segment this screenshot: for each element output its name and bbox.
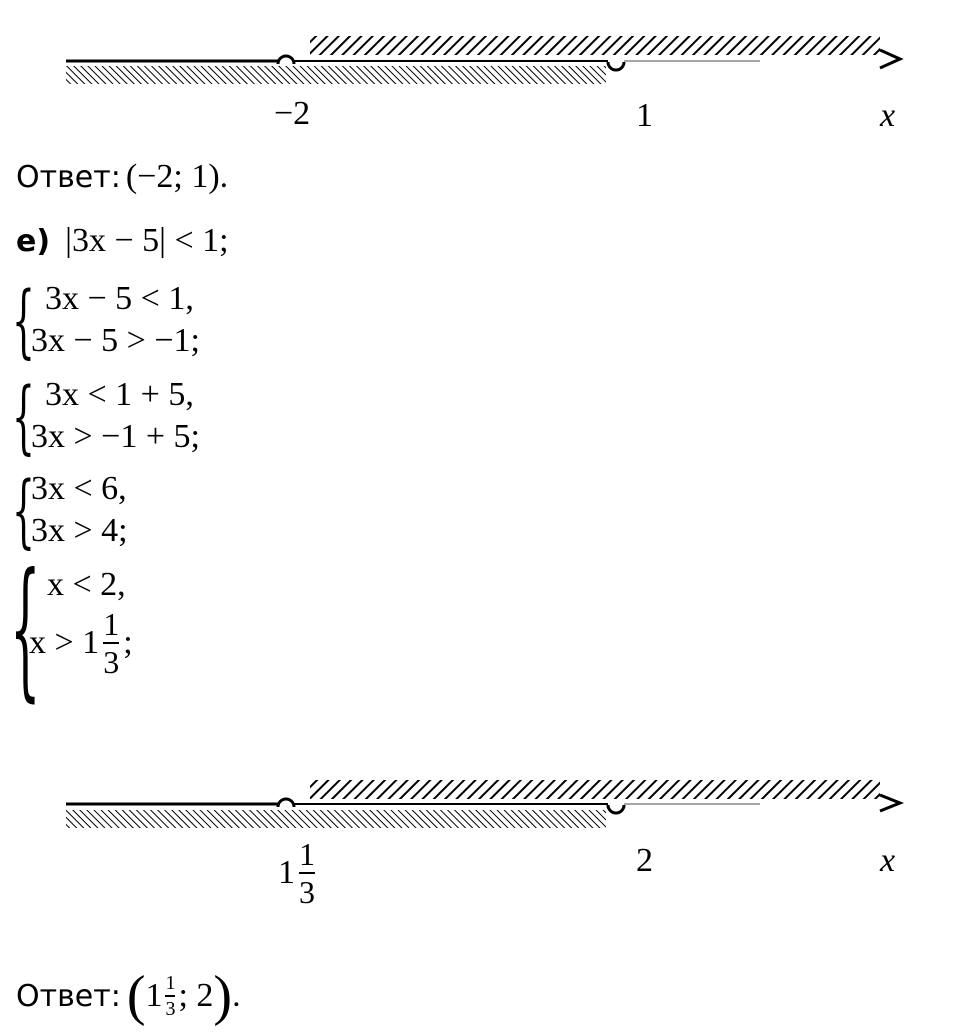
tick-whole: 1 <box>278 854 295 891</box>
brace-icon: { <box>12 274 35 367</box>
part-inequality: |3x − 5| < 1; <box>65 222 229 259</box>
open-point-right <box>608 805 624 813</box>
fraction-numerator: 1 <box>165 972 176 995</box>
fraction <box>165 973 175 1019</box>
fraction-numerator: 1 <box>103 606 120 642</box>
brace-icon: { <box>12 370 35 463</box>
brace-icon: { <box>12 464 35 557</box>
system-2 <box>12 370 312 463</box>
answer-whole: 1 <box>145 977 163 1014</box>
system-line: x < 2, <box>47 566 126 603</box>
solution-band-upper <box>310 36 880 55</box>
fraction-numerator: 1 <box>299 836 315 872</box>
axis-arrow-icon <box>880 795 900 811</box>
solution-band-lower <box>66 66 606 84</box>
fraction <box>299 838 315 908</box>
fraction-denominator: 3 <box>299 874 315 910</box>
answer-end: . <box>232 977 241 1014</box>
open-point-left <box>278 799 294 807</box>
answer-label: Ответ: <box>16 978 121 1014</box>
system-4 <box>10 542 312 716</box>
paren-close: ) <box>213 965 233 1027</box>
answer-rest: ; 2 <box>178 977 214 1014</box>
answer-label: Ответ: <box>16 160 121 195</box>
system-line-suffix: ; <box>123 624 133 661</box>
axis-variable: x <box>880 842 896 879</box>
paren-open: ( <box>126 965 146 1027</box>
fraction-denominator: 3 <box>103 644 120 680</box>
answer-value: (−2; 1). <box>125 158 229 195</box>
system-line: 3x < 1 + 5, <box>45 376 194 413</box>
system-3 <box>12 464 312 557</box>
system-line: 3x − 5 > −1; <box>31 322 200 359</box>
axis-variable: x <box>880 97 896 134</box>
system-line <box>29 608 133 678</box>
open-point-left <box>278 56 294 64</box>
answer-1 <box>16 158 228 196</box>
number-line-1 <box>0 0 960 140</box>
tick-label-left: −2 <box>274 95 311 132</box>
fraction-denominator: 3 <box>165 997 176 1020</box>
fraction <box>103 608 119 678</box>
open-point-right <box>608 62 624 70</box>
system-line-prefix: x > 1 <box>29 624 100 661</box>
brace-icon: { <box>10 542 41 716</box>
tick-label-right: 1 <box>636 97 653 134</box>
system-line: 3x > −1 + 5; <box>31 418 200 455</box>
system-line: 3x < 6, <box>31 470 127 507</box>
tick-label-right: 2 <box>636 842 653 879</box>
number-line-2 <box>0 745 960 845</box>
system-1 <box>12 274 312 367</box>
axis-arrow-icon <box>880 50 900 68</box>
part-label: е) <box>16 224 51 259</box>
tick-label-left <box>278 838 315 908</box>
solution-band-upper <box>310 780 880 799</box>
system-line: 3x − 5 < 1, <box>45 280 194 317</box>
part-e <box>16 222 229 260</box>
solution-band-lower <box>66 810 606 828</box>
system-line: 3x > 4; <box>31 512 128 549</box>
answer-2 <box>16 966 241 1026</box>
